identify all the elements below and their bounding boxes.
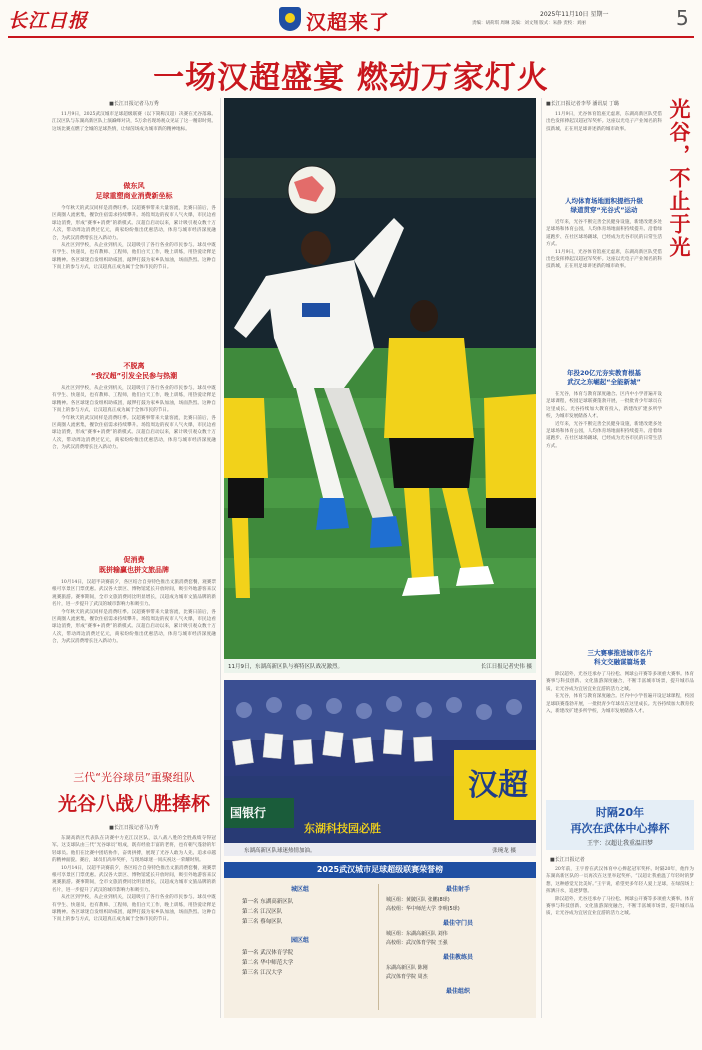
section-badge-icon xyxy=(279,7,301,31)
left-para-4: 东湖高新区代表队在决赛中力克江汉区队，以八战八胜的全胜战绩夺得冠军。这支球队由三代“光谷球员”组成，既有经验丰富的老将，也有朝气蓬勃的年轻球员。他们在比赛中团结协作，奋勇拼搏，展现了光谷人敢为人先、追求卓越的精神面貌。赛后，球员们高举奖杯，与现场球迷一同庆祝这一荣耀时刻。 xyxy=(52,836,216,864)
honor-roll-divider xyxy=(378,884,379,1010)
honor-roll-right xyxy=(386,884,530,998)
honor-left-row: 第二名 华中师范大学 xyxy=(242,960,294,966)
left-subhead-3: 促消费 既拼输赢也拼文旅品牌 xyxy=(99,556,169,574)
left-feature-byline: ■长江日报记者马万秀 xyxy=(109,825,159,831)
left-subhead-1: 做东风 足球重塑商业消费新坐标 xyxy=(95,182,173,200)
side-feature-para: 20年前，王宇曾在武汉体育中心捧起冠军奖杯。时隔20年，他作为东湖高新区队的一员再次在这里举起奖杯。“汉超让我重温了年轻时的梦想，这种感觉无比美好。”王宇说，希望更多年轻人爱上足球，在绿茵场上挥洒汗水，追逐梦想。 xyxy=(546,867,694,895)
side-feature xyxy=(546,800,694,1018)
right-subhead-2: 年投20亿元夯实教育根基 武汉之东崛起“全能新城” xyxy=(566,369,642,386)
left-para-2: 从社区到学校，从企业到机关，汉超吸引了各行各业的市民参与。球员中既有学生、快递员，也有教师、工程师，他们白天工作，晚上训练，用热爱诠释足球精神。各区球迷自发组织助威团，敲锣打鼓为家乡队加油，场面热烈。这种自下而上的参与方式，让汉超真正成为属于全体市民的节日。 xyxy=(52,386,216,414)
side-feature-subtitle: 王宇：汉超让我重温旧梦 xyxy=(586,840,653,847)
honor-roll xyxy=(224,862,536,1018)
match-photo-caption-bar xyxy=(224,659,536,673)
honor-right-row: 城区组：黄陂区队 张鹏(8球) xyxy=(386,897,450,903)
honor-right-row: 城区组：东湖高新区队 刘伟 xyxy=(386,931,448,937)
match-photo-illustration xyxy=(224,98,536,673)
honor-roll-left xyxy=(230,884,370,978)
left-para-1-repeat: 从社区到学校，从企业到机关，汉超吸引了各行各业的市民参与。球员中既有学生、快递员，也有教师、工程师，他们白天工作，晚上训练，用热爱诠释足球精神。各区球迷自发组织助威团，敲锣打鼓为家乡队加油，场面热烈。这种自下而上的参与方式，让汉超真正成为属于全体市民的节日。 xyxy=(52,243,216,271)
honor-left-row: 第一名 东湖高新区队 xyxy=(242,899,294,905)
honor-left-row: 第三名 江汉大学 xyxy=(242,970,283,976)
honor-right-row: 武汉体育学院 周杰 xyxy=(386,974,428,980)
left-para-4c: 从社区到学校，从企业到机关，汉超吸引了各行各业的市民参与。球员中既有学生、快递员，也有教师、工程师，他们白天工作，晚上训练，用热爱诠释足球精神。各区球迷自发组织助威团，敲锣打鼓为家乡队加油，场面热烈。这种自下而上的参与方式，让汉超真正成为属于全体市民的节日。 xyxy=(52,895,216,923)
left-byline: ■长江日报记者马万秀 xyxy=(109,101,159,107)
match-photo-credit: 长江日报记者史伟 摄 xyxy=(480,664,532,670)
side-feature-byline: ■长江日报记者 xyxy=(550,857,585,863)
page-headline: 一场汉超盛宴 燃动万家灯火 xyxy=(153,60,549,96)
side-feature-title-1: 时隔20年 xyxy=(595,806,645,819)
honor-right-row: 高校组：武汉体育学院 王强 xyxy=(386,940,448,946)
date-line: 2025年11月10日 星期一 xyxy=(540,11,609,18)
left-para-4b: 10月14日，汉超半决赛前夕，各区结合自身特色推出文旅消费套餐，观赛票根可享景区门票优惠。武汉各大景区、博物馆延长开放时间，吸引外地游客来汉观赛旅游。赛事期间，全市文旅消费同比明显增长，汉超成为城市文旅品牌的新名片，进一步提升了武汉的城市影响力和吸引力。 xyxy=(52,865,216,893)
column-divider xyxy=(220,98,221,1018)
honor-right-header-3: 最佳教练员 xyxy=(442,954,473,961)
left-subhead-2: 不脱离 “我汉超”引发全民参与热潮 xyxy=(90,362,178,380)
right-para-3: 除汉超外，光谷还承办了马拉松、网球公开赛等多项重大赛事。体育赛事与科技创新、文化旅游深度融合，不断丰富城市场景，提升城市品质，让光谷成为宜居宜业宜游的活力之城。 xyxy=(546,672,694,692)
fans-photo-credit: 张琬龙 摄 xyxy=(492,848,516,854)
right-intro: 11月9日，光谷体育馆座无虚席，东湖高新区队凭借出色发挥捧起汉超冠军奖杯。这座以光电子产业闻名的科技新城，正在用足球讲述新的城市故事。 xyxy=(546,112,662,132)
honor-left-row: 第三名 蔡甸区队 xyxy=(242,919,283,925)
right-para-3b: 在光谷，体育与教育深度融合。区内中小学普遍开设足球课程，校园足球联赛蓬勃开展，一批批青少年球员在这里成长。光谷持续加大教育投入，新建改扩建多所学校，为城市发展储备人才。 xyxy=(546,694,694,715)
fans-photo-caption: 东湖高新区队球迷热情加油。 xyxy=(244,848,316,854)
masthead xyxy=(0,0,702,38)
left-intro: 11月9日，2025武汉城市足球超级联赛（以下简称汉超）决赛在光谷落幕。江汉区队与东湖高新区队上演巅峰对决，5万余名现场观众见证了这一精彩时刻。这场比赛点燃了全城的足球热情，让绿茵场成为城市新的精神地标。 xyxy=(52,112,216,132)
right-para-2b: 近年来，光谷不断完善全民健身设施，新建改建多处足球场和体育公园，人均体育场地面积持续提升。沿着绿道跑步、在社区球场踢球，已经成为光谷市民的日常生活方式。 xyxy=(546,421,662,449)
section-title: 汉超来了 xyxy=(306,10,390,34)
right-para-1: 近年来，光谷不断完善全民健身设施，新建改建多处足球场和体育公园，人均体育场地面积持续提升。沿着绿道跑步、在社区球场踢球，已经成为光谷市民的日常生活方式。 xyxy=(546,220,662,248)
fans-photo-caption-bar xyxy=(224,843,536,856)
right-subhead-1: 人均体育场地面积提档升级 绿道贯穿“光谷式”运动 xyxy=(565,197,643,214)
right-subhead-3: 三大赛事推进城市名片 科文交融谋篇场景 xyxy=(587,649,653,666)
honor-roll-title: 2025武汉城市足球超级联赛荣誉榜 xyxy=(224,862,536,878)
left-para-2b: 今年秋天的武汉同样是消费旺季。汉超赛事带来大量客流，比赛日前后，各区商圈人流密集，餐饮住宿需求持续攀升。场馆周边的夜市人气火爆，市民边看球边消费，形成“赛事+消费”的新模式。汉超自启动以来，累计吸引观众数十万人次，带动周边消费过亿元，商家纷纷推出优惠活动，体育与城市经济深度融合，为武汉消费增长注入新动力。 xyxy=(52,415,216,451)
right-para-1b: 11月9日，光谷体育馆座无虚席，东湖高新区队凭借出色发挥捧起汉超冠军奖杯。这座以光电子产业闻名的科技新城，正在用足球讲述新的城市故事。 xyxy=(546,249,662,270)
honor-right-row: 高校组：华中师范大学 李明(5球) xyxy=(386,906,460,912)
honor-right-header-4: 最佳组织 xyxy=(445,988,470,995)
honor-right-row: 东湖高新区队 陈刚 xyxy=(386,965,428,971)
fans-photo xyxy=(224,680,536,856)
fans-sign-text: 东湖科技园必胜 xyxy=(304,822,381,835)
right-byline: ■长江日报记者李琴 潘讯辰 丁璐 xyxy=(546,101,619,107)
match-photo-caption: 11月9日，东湖高新区队与赛特区队战况激烈。 xyxy=(228,664,343,670)
honor-left-row: 第一名 武汉体育学院 xyxy=(242,950,294,956)
right-para-2: 在光谷，体育与教育深度融合。区内中小学普遍开设足球课程，校园足球联赛蓬勃开展，一批批青少年球员在这里成长。光谷持续加大教育投入，新建改扩建多所学校，为城市发展储备人才。 xyxy=(546,392,662,420)
right-vertical-title: 光谷，不止于光 xyxy=(667,98,691,259)
right-article-lower xyxy=(546,645,694,795)
left-feature-kicker: 三代“光谷球员”重聚组队 xyxy=(73,771,195,784)
side-feature-para-b: 除汉超外，光谷还承办了马拉松、网球公开赛等多项重大赛事。体育赛事与科技创新、文化旅游深度融合，不断丰富城市场景，提升城市品质，让光谷成为宜居宜业宜游的活力之城。 xyxy=(546,896,694,917)
side-feature-title-2: 再次在武体中心捧杯 xyxy=(570,822,670,835)
left-para-1: 今年秋天的武汉同样是消费旺季。汉超赛事带来大量客流，比赛日前后，各区商圈人流密集，餐饮住宿需求持续攀升。场馆周边的夜市人气火爆，市民边看球边消费，形成“赛事+消费”的新模式。汉超自启动以来，累计吸引观众数十万人次，带动周边消费过亿元，商家纷纷推出优惠活动，体育与城市经济深度融合，为武汉消费增长注入新动力。 xyxy=(52,206,216,241)
honor-left-header: 城区组 xyxy=(290,886,309,893)
right-article xyxy=(546,98,662,638)
column-divider xyxy=(541,98,542,1018)
fans-banner-text: 汉超 xyxy=(468,768,528,803)
newspaper-logo: 长江日报 xyxy=(8,10,89,32)
fans-sponsor-text: 国银行 xyxy=(230,806,267,820)
page-number: 5 xyxy=(676,6,689,30)
left-feature-title: 光谷八战八胜捧杯 xyxy=(57,793,210,815)
honor-left-header-2: 园区组 xyxy=(290,937,309,944)
honor-right-header: 最佳射手 xyxy=(445,886,470,893)
left-para-3: 10月14日，汉超半决赛前夕，各区结合自身特色推出文旅消费套餐，观赛票根可享景区门票优惠。武汉各大景区、博物馆延长开放时间，吸引外地游客来汉观赛旅游。赛事期间，全市文旅消费同比明显增长，汉超成为城市文旅品牌的新名片，进一步提升了武汉的城市影响力和吸引力。 xyxy=(52,580,216,608)
left-article xyxy=(52,98,216,1018)
header-rule xyxy=(8,36,694,38)
match-photo xyxy=(224,98,536,673)
left-para-3b: 今年秋天的武汉同样是消费旺季。汉超赛事带来大量客流，比赛日前后，各区商圈人流密集，餐饮住宿需求持续攀升。场馆周边的夜市人气火爆，市民边看球边消费，形成“赛事+消费”的新模式。汉超自启动以来，累计吸引观众数十万人次，带动周边消费过亿元，商家纷纷推出优惠活动，体育与城市经济深度融合，为武汉消费增长注入新动力。 xyxy=(52,609,216,645)
honor-left-row: 第二名 江汉区队 xyxy=(242,909,283,915)
honor-right-header-2: 最佳守门员 xyxy=(442,920,473,927)
editor-line: 责编：胡荷琪 周琳 美编：刘文翔 版式：朱静 责校：刘丽 xyxy=(472,21,586,26)
